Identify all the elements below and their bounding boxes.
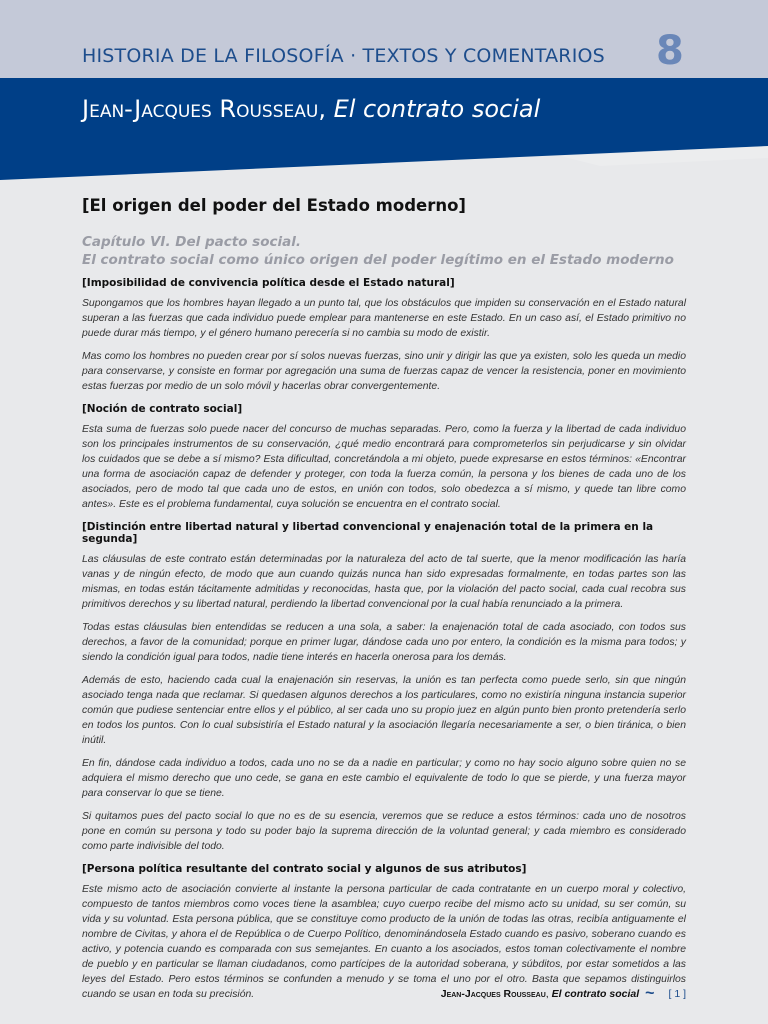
subheading-3: [Distinción entre libertad natural y libertad convencional y enajenación total de la primera en la segunda] [82, 521, 654, 545]
title-author: Jean-Jacques Rousseau [82, 95, 319, 123]
paragraph: Todas estas cláusulas bien entendidas se reducen a una sola, a saber: la enajenación total de cada asociado, con todos sus derechos, a favor de la comunidad; porque en primer lugar, dándose cada uno por entero, la condición es la misma para todos; y siendo la condición igual para todos, nadie tiene interés en hacerla onerosa para los demás. [82, 622, 686, 663]
book-title [82, 95, 540, 123]
wave-icon: ~ [645, 985, 655, 1002]
subheading-1: [Imposibilidad de convivencia política desde el Estado natural] [82, 277, 455, 289]
title-separator: , [318, 95, 334, 123]
footer-work: El contrato social [551, 988, 640, 1000]
paragraph: Supongamos que los hombres hayan llegado a un punto tal, que los obstáculos que impiden su conservación en el Estado natural superan a las fuerzas que cada individuo puede emplear para mantenerse en este Estado. En un caso así, el Estado primitivo no puede durar más tiempo, y el género humano perecería si no cambia su modo de existir. [82, 298, 686, 339]
title-work: El contrato social [333, 95, 541, 123]
footer-separator: , [545, 988, 552, 1000]
paragraph: Mas como los hombres no pueden crear por sí solos nuevas fuerzas, sino unir y dirigir las que ya existen, solo les queda un medio para conservarse, y consiste en formar por agregación una suma de fuerzas capaz de vencer la resistencia, poner en movimiento estas fuerzas por medio de un solo móvil y hacerlas obrar convergentemente. [82, 351, 686, 392]
series-title: HISTORIA DE LA FILOSOFÍA · TEXTOS Y COMENTARIOS [82, 45, 605, 67]
paragraph: Las cláusulas de este contrato están determinadas por la naturaleza del acto de tal suerte, que la menor modificación las haría vanas y de ningún efecto, de modo que aun cuando quizás nunca han sido expresadas formalmente, en todas partes son las mismas, en todas están tácitamente admitidas y reconocidas, hasta que, por la violación del pacto social, cada cual recobra sus primitivos derechos y su libertad natural, perdiendo la libertad convencional por la cual había renunciado a la primera. [82, 554, 686, 610]
chapter-line-2: El contrato social como único origen del poder legítimo en el Estado moderno [82, 252, 674, 268]
subheading-2: [Noción de contrato social] [82, 403, 243, 415]
footer-title [441, 988, 639, 1000]
section-title: [El origen del poder del Estado moderno] [82, 196, 466, 215]
chapter-heading [82, 233, 686, 269]
paragraph: En fin, dándose cada individuo a todos, cada uno no se da a nadie en particular; y como no hay socio alguno sobre quien no se adquiera el mismo derecho que uno cede, se gana en este cambio el equivalente de todo lo que se pierde, y una fuerza mayor para conservar lo que se tiene. [82, 758, 686, 799]
paragraph: Esta suma de fuerzas solo puede nacer del concurso de muchas separadas. Pero, como la fuerza y la libertad de cada individuo son los principales instrumentos de su conservación, ¿qué medio encontrará para comprometerlos sin perjudicarse y sin olvidar los cuidados que se debe a sí mismo? Esta dificultad, concretándola a mi objeto, puede expresarse en estos términos: «Encontrar una forma de asociación capaz de defender y proteger, con toda la fuerza común, la persona y los bienes de cada uno de los asociados, pero de modo tal que cada uno de estos, en unión con todos, solo obedezca a sí mismo, y quede tan libre como antes». Este es el problema fundamental, cuya solución se encuentra en el contrato social. [82, 424, 686, 510]
page-body [82, 196, 686, 1002]
footer-author: Jean-Jacques Rousseau [440, 988, 546, 1000]
subheading-4: [Persona política resultante del contrato social y algunos de sus atributos] [82, 863, 527, 875]
paragraph: Este mismo acto de asociación convierte al instante la persona particular de cada contratante en un cuerpo moral y colectivo, compuesto de tantos miembros como voces tiene la asamblea; cuyo cuerpo recibe del mismo acto su unidad, su ser común, su vida y su voluntad. Esta persona pública, que se constituye como producto de la unión de todas las otras, recibía antiguamente el nombre de Civitas, y ahora el de República o de Cuerpo Político, denominándosela Estado cuando es pasivo, soberano cuando es activo, y potencia cuando es comparada con sus semejantes. En cuanto a los asociados, estos toman colectivamente el nombre de pueblo y en particular se llaman ciudadanos, como partícipes de la autoridad soberana, y súbditos, por estar sometidos a las leyes del Estado. Pero estos términos se confunden a menudo y se toma el uno por el otro. Basta que sepamos distinguirlos cuando se usan en toda su precisión. [82, 884, 686, 1000]
paragraph: Además de esto, haciendo cada cual la enajenación sin reservas, la unión es tan perfecta como puede serlo, sin que ningún asociado tenga nada que reclamar. Si quedasen algunos derechos a los particulares, como no existiría ninguna instancia superior común que pudiese sentenciar entre ellos y el público, al ser cada uno su propio juez en algún punto bien pronto pretendería serlo en todos los puntos. Con lo cual subsistiría el Estado natural y la asociación llegaría necesariamente a ser, o bien tiránica, o bien inútil. [82, 675, 686, 746]
page-number: [ 1 ] [668, 988, 686, 1000]
paragraph: Si quitamos pues del pacto social lo que no es de su esencia, veremos que se reduce a estos términos: cada uno de nosotros pone en común su persona y todo su poder bajo la suprema dirección de la voluntad general; y cada miembro es considerado como parte indivisible del todo. [82, 811, 686, 852]
chapter-line-1: Capítulo VI. Del pacto social. [82, 234, 301, 250]
chapter-number: 8 [656, 28, 684, 74]
page-footer [441, 985, 686, 1003]
